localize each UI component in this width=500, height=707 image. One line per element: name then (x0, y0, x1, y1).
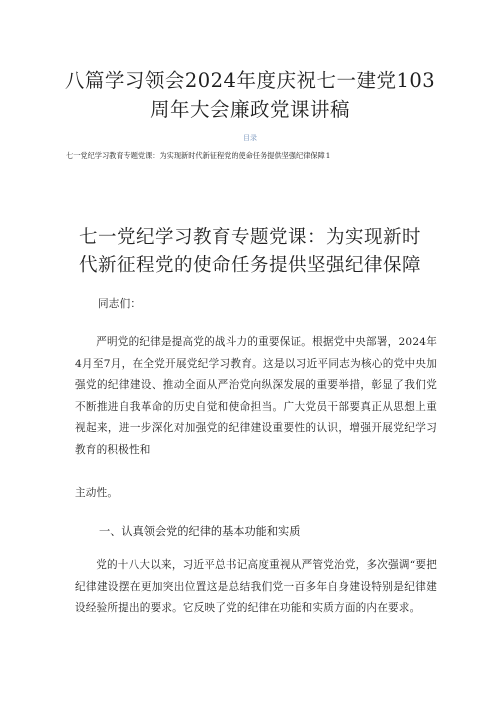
body-paragraph-1-tail: 主动性。 (75, 487, 119, 499)
toc-entry-text[interactable]: 七一党纪学习教育专题党课：为实现新时代新征程党的使命任务提供坚强纪律保障 (66, 151, 325, 160)
heading-1: 一、认真领会党的纪律的基本功能和实质 (99, 525, 301, 538)
document-title-line2: 周年大会廉政党课讲稿 (149, 98, 350, 121)
section-title-line1: 七一党纪学习教育专题党课：为实现新时 (78, 227, 421, 248)
toc-entry-page[interactable]: 1 (325, 151, 331, 160)
body-paragraph-1: 严明党的纪律是提高党的战斗力的重要保证。根据党中央部署，2024年4月至7月，在全党开展党纪学习教育。这是以习近平同志为核心的党中央加强党的纪律建设、推动全面从严治党向纵深发展的重要举措，彰显了我们党不断推进自我革命的历史自觉和使命担当。广大党员干部要真正从思想上重视起来，进一步深化对加强党的纪律建设重要性的认识，增强开展党纪学习教育的积极性和 (75, 336, 437, 456)
section-title-line2: 代新征程党的使命任务提供坚强纪律保障 (78, 255, 421, 276)
document-title-line1: 八篇学习领会2024年度庆祝七一建党103 (64, 69, 436, 92)
toc-entry[interactable] (66, 151, 446, 161)
body-paragraph-2: 党的十八大以来，习近平总书记高度重视从严管党治党，多次强调“要把纪律建设摆在更加突出位置这是总结我们党一百多年自身建设特别是纪律建设经验所提出的要求。它反映了党的纪律在功能和实质方面的内在要求。 (75, 559, 437, 614)
document-title (40, 66, 460, 124)
toc-heading: 目录 (243, 134, 257, 142)
greeting: 同志们： (98, 298, 142, 310)
section-title (40, 224, 460, 280)
